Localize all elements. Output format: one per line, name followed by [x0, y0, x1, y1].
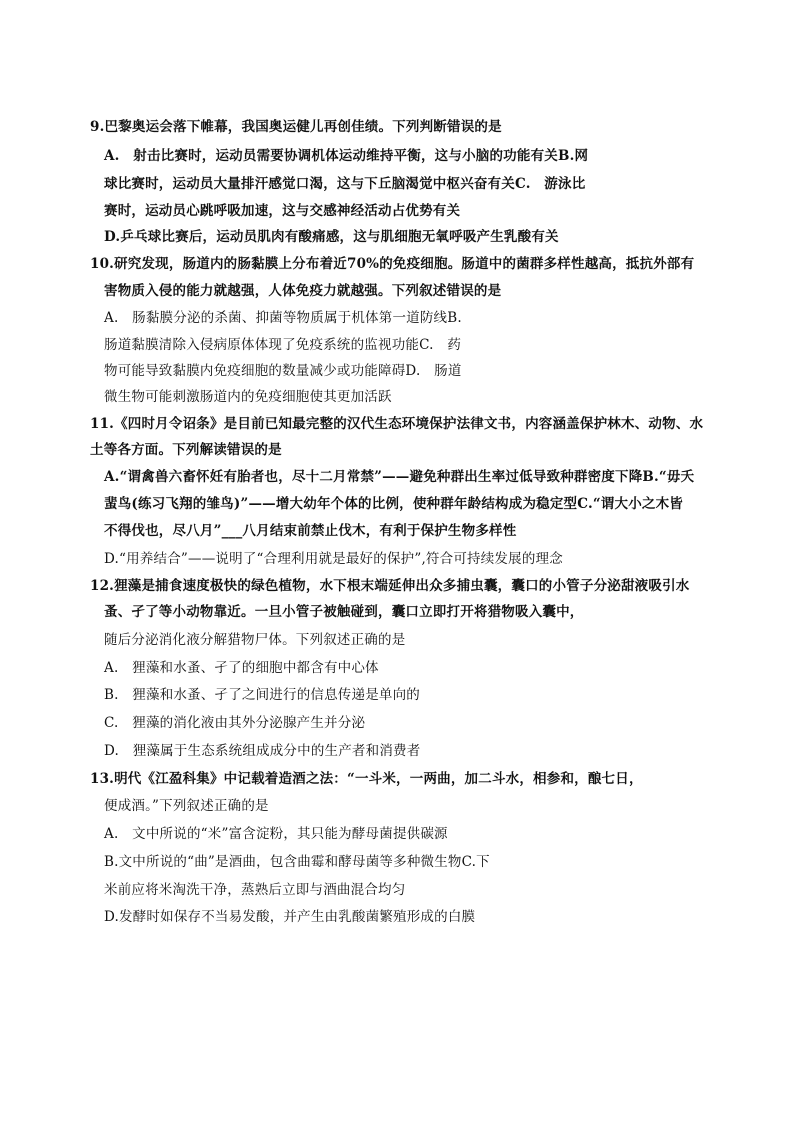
- question-9-line: D.乒乓球比赛后，运动员肌肉有酸痛感，这与肌细胞无氧呼吸产生乳酸有关: [104, 229, 559, 245]
- question-13-option: A. 文中所说的“米”富含淀粉，其只能为酵母菌提供碳源: [104, 826, 448, 842]
- question-9-stem: 9.巴黎奥运会落下帷幕，我国奥运健儿再创佳绩。下列判断错误的是: [90, 119, 502, 135]
- question-11-stem: 11.《四时月令诏条》是目前已知最完整的汉代生态环境保护法律文书，内容涵盖保护林木、动物、水: [90, 416, 704, 432]
- question-12-stem: 随后分泌消化液分解猎物尸体。下列叙述正确的是: [104, 632, 406, 648]
- question-9-line: 赛时，运动员心跳呼吸加速，这与交感神经活动占优势有关: [104, 203, 461, 219]
- question-9-line: A. 射击比赛时，运动员需要协调机体运动维持平衡，这与小脑的功能有关B.网: [104, 148, 589, 164]
- question-13-stem: 13.明代《江盈科集》中记载着造酒之法：“一斗米，一两曲，加二斗水，相参和，酿七日，: [90, 771, 643, 787]
- question-13-option: B.文中所说的“曲”是酒曲，包含曲霉和酵母菌等多种微生物C.下: [104, 854, 490, 870]
- question-13-option: 米前应将米淘洗干净，蒸熟后立即与酒曲混合均匀: [104, 882, 406, 898]
- question-13-option: D.发酵时如保存不当易发酸，并产生由乳酸菌繁殖形成的白膜: [104, 909, 476, 925]
- question-9-line: 球比赛时，运动员大量排汗感觉口渴，这与下丘脑渴觉中枢兴奋有关C. 游泳比: [104, 176, 586, 192]
- question-12-stem: 12.狸藻是捕食速度极快的绿色植物，水下根末端延伸出众多捕虫囊，囊口的小管子分泌甜液吸引水: [90, 578, 690, 594]
- question-11-line: 不得伐也，尽八月”___八月结束前禁止伐木，有利于保护生物多样性: [104, 523, 517, 539]
- question-12-stem: 蚤、孑了等小动物靠近。一旦小管子被触碰到，囊口立即打开将猎物吸入囊中，: [104, 604, 584, 620]
- question-11-line: D.“用养结合”——说明了“合理利用就是最好的保护”,符合可持续发展的理念: [104, 551, 563, 567]
- question-10-line: 微生物可能刺激肠道内的免疫细胞使其更加活跃: [104, 389, 392, 405]
- question-10-line: 肠道黏膜清除入侵病原体体现了免疫系统的监视功能C. 药: [104, 337, 462, 353]
- question-12-option: D. 狸藻属于生态系统组成成分中的生产者和消费者: [104, 743, 421, 759]
- question-10-stem: 害物质入侵的能力就越强，人体免疫力就越强。下列叙述错误的是: [104, 283, 502, 299]
- question-10-stem: 10.研究发现，肠道内的肠黏膜上分布着近70%的免疫细胞。肠道中的菌群多样性越高，抵抗外部有: [90, 256, 695, 272]
- question-12-option: C. 狸藻的消化液由其外分泌腺产生并分泌: [104, 715, 366, 731]
- question-12-option: B. 狸藻和水蚤、孑了之间进行的信息传递是单向的: [104, 687, 421, 703]
- question-11-line: A.“谓禽兽六畜怀妊有胎者也，尽十二月常禁”——避免种群出生率过低导致种群密度下降B.“毋夭: [104, 469, 695, 485]
- question-10-line: 物可能导致黏膜内免疫细胞的数量减少或功能障碍D. 肠道: [104, 363, 462, 379]
- question-13-stem: 便成酒。”下列叙述正确的是: [104, 798, 269, 814]
- question-12-option: A. 狸藻和水蚤、孑了的细胞中都含有中心体: [104, 660, 379, 676]
- question-10-line: A. 肠黏膜分泌的杀菌、抑菌等物质属于机体第一道防线B.: [104, 310, 462, 326]
- question-11-line: 蜚鸟(练习飞翔的雏鸟)”——增大幼年个体的比例，使种群年龄结构成为稳定型C.“谓大小之木皆: [104, 496, 684, 512]
- question-11-stem: 土等各方面。下列解读错误的是: [90, 442, 282, 458]
